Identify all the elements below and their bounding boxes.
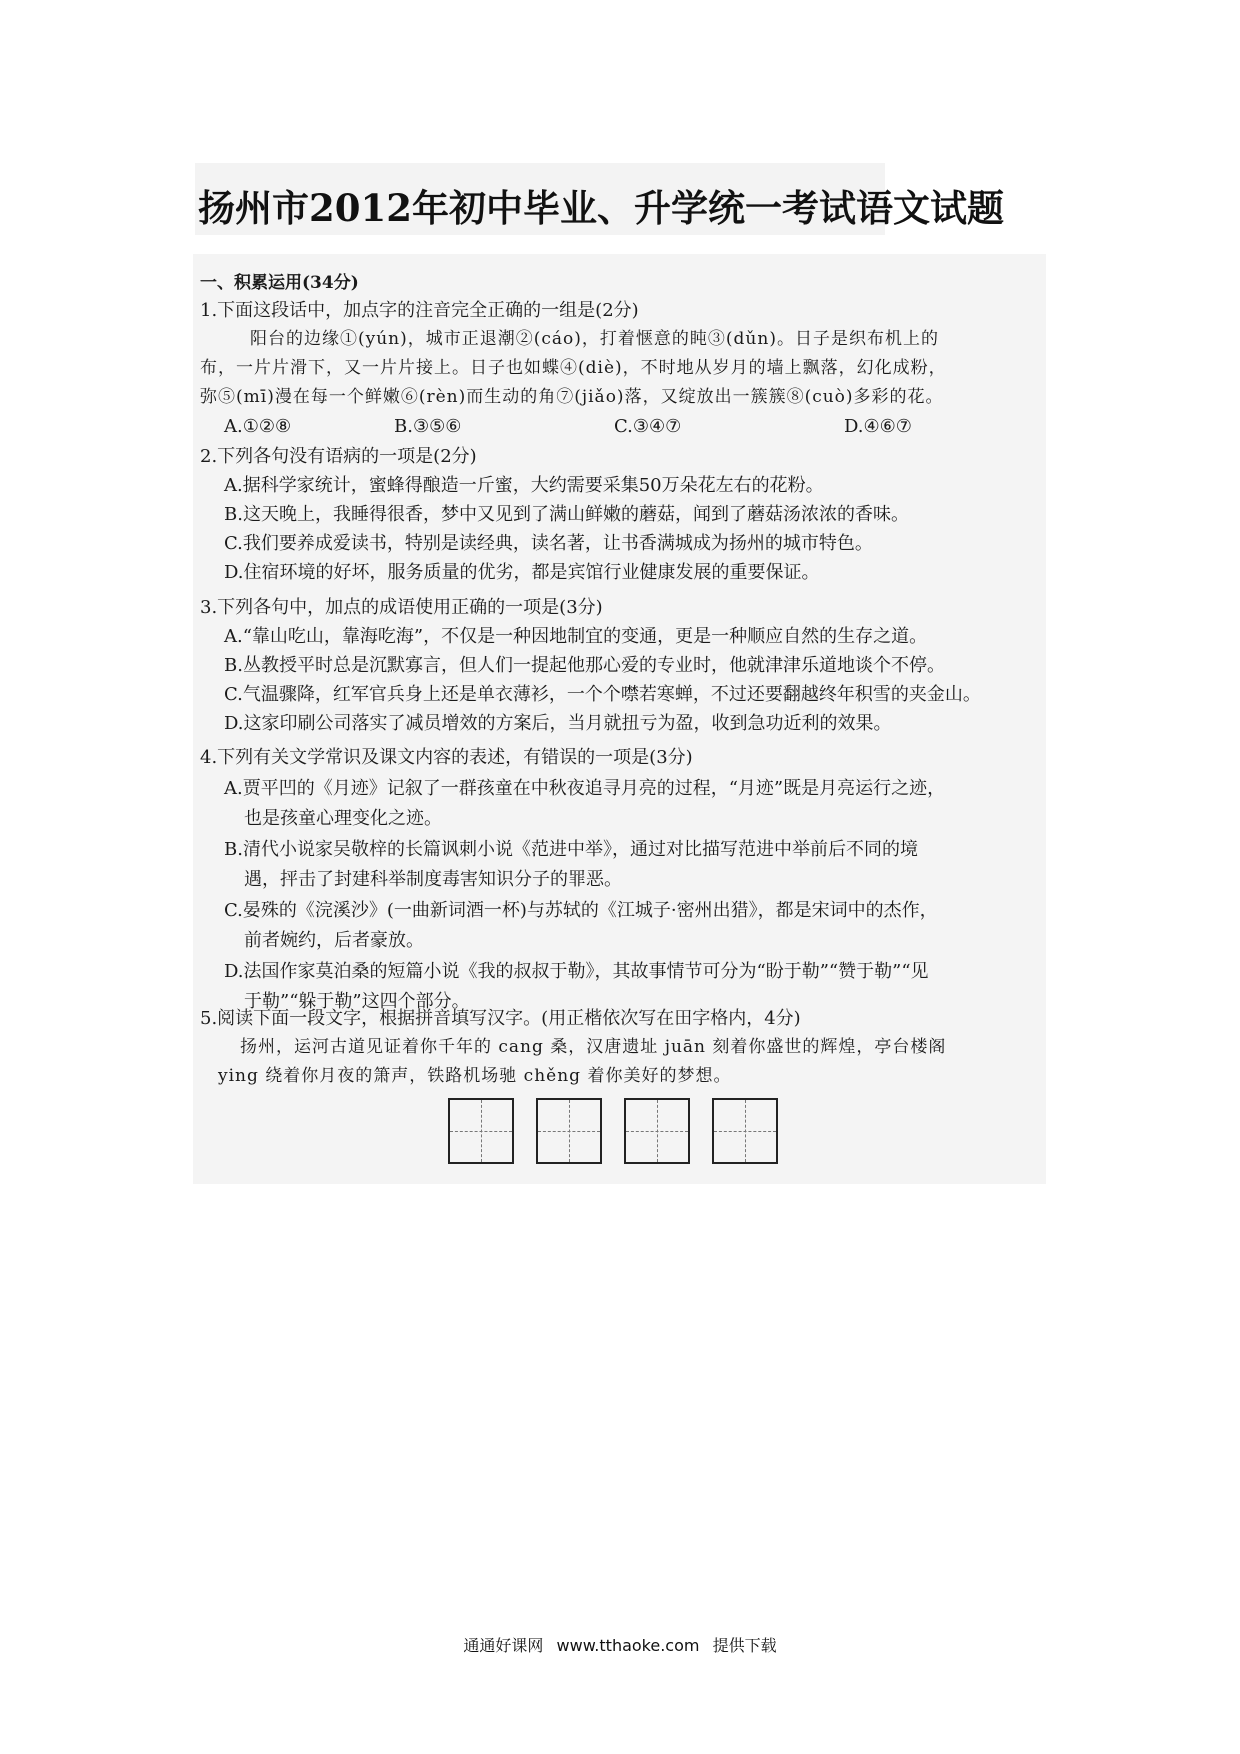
- option-a: A.“靠山吃山，靠海吃海”，不仅是一种因地制宜的变通，更是一种顺应自然的生存之道。: [224, 626, 928, 647]
- footer-site-name: 通通好课网: [463, 1636, 544, 1655]
- question-1-options: [200, 412, 1014, 441]
- option-a-continued: 也是孩童心理变化之迹。: [244, 808, 442, 829]
- option-b: B.丛教授平时总是沉默寡言，但人们一提起他那心爱的专业时，他就津津乐道地谈个不停。: [224, 655, 945, 676]
- option-b-continued: 遇，抨击了封建科举制度毒害知识分子的罪恶。: [244, 869, 622, 890]
- question-3: [200, 593, 981, 738]
- section-heading: 一、积累运用(34分): [200, 273, 359, 293]
- option-a: A.贾平凹的《月迹》记叙了一群孩童在中秋夜追寻月亮的过程，“月迹”既是月亮运行之迹，: [224, 777, 946, 799]
- question-5-passage-line: 扬州，运河古道见证着你千年的 cang 桑，汉唐遗址 juān 刻着你盛世的辉煌，亭台楼阁: [240, 1037, 947, 1057]
- page-footer: [0, 1633, 1240, 1656]
- question-1-passage-line: 阳台的边缘①(yún)，城市正退潮②(cáo)，打着惬意的盹③(dǔn)。日子是织布机上的: [250, 329, 939, 349]
- option-c: C.晏殊的《浣溪沙》(一曲新词酒一杯)与苏轼的《江城子·密州出猎》，都是宋词中的杰作，: [224, 899, 938, 921]
- option-d: D.住宿环境的好坏，服务质量的优劣，都是宾馆行业健康发展的重要保证。: [224, 562, 820, 583]
- option-d: D.这家印刷公司落实了减员增效的方案后，当月就扭亏为盈，收到急功近利的效果。: [224, 713, 892, 734]
- question-1-stem: 1.下面这段话中，加点字的注音完全正确的一组是(2分): [200, 300, 639, 321]
- question-3-stem: 3.下列各句中，加点的成语使用正确的一项是(3分): [200, 597, 603, 618]
- option-a: A.①②⑧: [224, 416, 292, 437]
- option-c: C.我们要养成爱读书，特别是读经典，读名著，让书香满城成为扬州的城市特色。: [224, 533, 873, 554]
- option-b: B.③⑤⑥: [394, 416, 462, 437]
- option-c: C.气温骤降，红军官兵身上还是单衣薄衫，一个个噤若寒蝉，不过还要翻越终年积雪的夹金山。: [224, 684, 981, 705]
- question-1: [200, 296, 1014, 441]
- question-2: [200, 442, 909, 587]
- question-5: [200, 1004, 946, 1091]
- option-b: B.这天晚上，我睡得很香，梦中又见到了满山鲜嫩的蘑菇，闻到了蘑菇汤浓浓的香味。: [224, 504, 909, 525]
- option-b: B.清代小说家吴敬梓的长篇讽刺小说《范进中举》，通过对比描写范进中举前后不同的境: [224, 838, 918, 860]
- question-5-stem: 5.阅读下面一段文字，根据拼音填写汉字。(用正楷依次写在田字格内，4分): [200, 1008, 801, 1029]
- footer-suffix: 提供下载: [712, 1636, 777, 1655]
- exam-title: 扬州市2012年初中毕业、升学统一考试语文试题: [198, 186, 1004, 230]
- option-d: D.④⑥⑦: [844, 416, 912, 437]
- question-4-stem: 4.下列有关文学常识及课文内容的表述，有错误的一项是(3分): [200, 747, 693, 768]
- option-d-continued: 于勒”“躲于勒”这四个部分。: [244, 991, 470, 1012]
- option-d: D.法国作家莫泊桑的短篇小说《我的叔叔于勒》，其故事情节可分为“盼于勒”“赞于勒”“见: [224, 960, 929, 982]
- question-4: [200, 743, 945, 1018]
- tianzi-box[interactable]: [448, 1098, 514, 1164]
- tianzi-box[interactable]: [536, 1098, 602, 1164]
- footer-url[interactable]: www.tthaoke.com: [556, 1636, 700, 1655]
- question-5-passage-line: ying 绕着你月夜的箫声，铁路机场驰 chěng 着你美好的梦想。: [218, 1066, 732, 1086]
- tianzi-box[interactable]: [712, 1098, 778, 1164]
- answer-grid: [448, 1098, 778, 1164]
- question-1-passage-line: 布，一片片滑下，又一片片接上。日子也如蝶④(diè)，不时地从岁月的墙上飘落，幻化成粉，: [200, 358, 947, 378]
- question-1-passage-line: 弥⑤(mī)漫在每一个鲜嫩⑥(rèn)而生动的角⑦(jiǎo)落，又绽放出一簇簇⑧(cuò)多彩的花。: [200, 387, 944, 407]
- option-c-continued: 前者婉约，后者豪放。: [244, 930, 424, 951]
- option-a: A.据科学家统计，蜜蜂得酿造一斤蜜，大约需要采集50万朵花左右的花粉。: [224, 475, 824, 496]
- question-2-stem: 2.下列各句没有语病的一项是(2分): [200, 446, 477, 467]
- tianzi-box[interactable]: [624, 1098, 690, 1164]
- option-c: C.③④⑦: [614, 416, 682, 437]
